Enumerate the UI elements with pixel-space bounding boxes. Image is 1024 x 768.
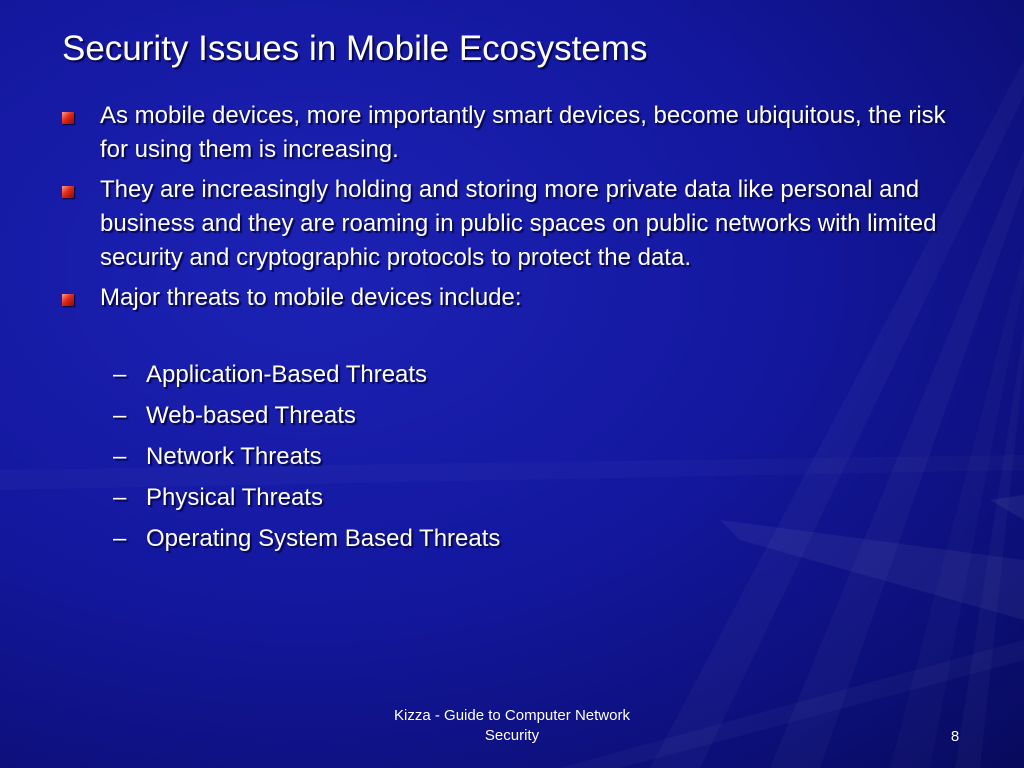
sub-bullet-item (110, 440, 500, 474)
sub-bullet-text: Physical Threats (146, 484, 323, 511)
red-square-bullet-icon (62, 186, 74, 198)
bullet-item (62, 99, 962, 167)
sub-bullet-text: Application-Based Threats (146, 361, 428, 388)
sub-bullet-item (110, 522, 500, 556)
sub-bullet-text: Network Threats (146, 443, 322, 470)
bullet-text: As mobile devices, more importantly smart devices, become ubiquitous, the risk for using them is increasing. (100, 102, 946, 163)
dash-bullet: – (113, 484, 127, 511)
bullet-item (62, 281, 962, 315)
threat-sub-list (110, 358, 500, 563)
footer-source: Kizza - Guide to Computer Network Security (394, 707, 630, 744)
bullet-text: They are increasingly holding and storing more private data like personal and business and they are roaming in public spaces on public networks with limited security and cryptographic protocols to protect the data. (100, 176, 937, 271)
page-number: 8 (950, 728, 960, 745)
bullet-list (62, 99, 962, 321)
dash-bullet: – (113, 443, 127, 470)
slide-title: Security Issues in Mobile Ecosystems (62, 29, 648, 68)
red-square-bullet-icon (62, 294, 74, 306)
bullet-text: Major threats to mobile devices include: (100, 284, 522, 311)
bullet-item (62, 173, 972, 275)
sub-bullet-text: Operating System Based Threats (146, 525, 501, 552)
dash-bullet: – (113, 525, 127, 552)
sub-bullet-item (110, 481, 500, 515)
dash-bullet: – (113, 402, 127, 429)
red-square-bullet-icon (62, 112, 74, 124)
dash-bullet: – (113, 361, 127, 388)
sub-bullet-item (110, 399, 500, 433)
sub-bullet-text: Web-based Threats (146, 402, 356, 429)
sub-bullet-item (110, 358, 500, 392)
